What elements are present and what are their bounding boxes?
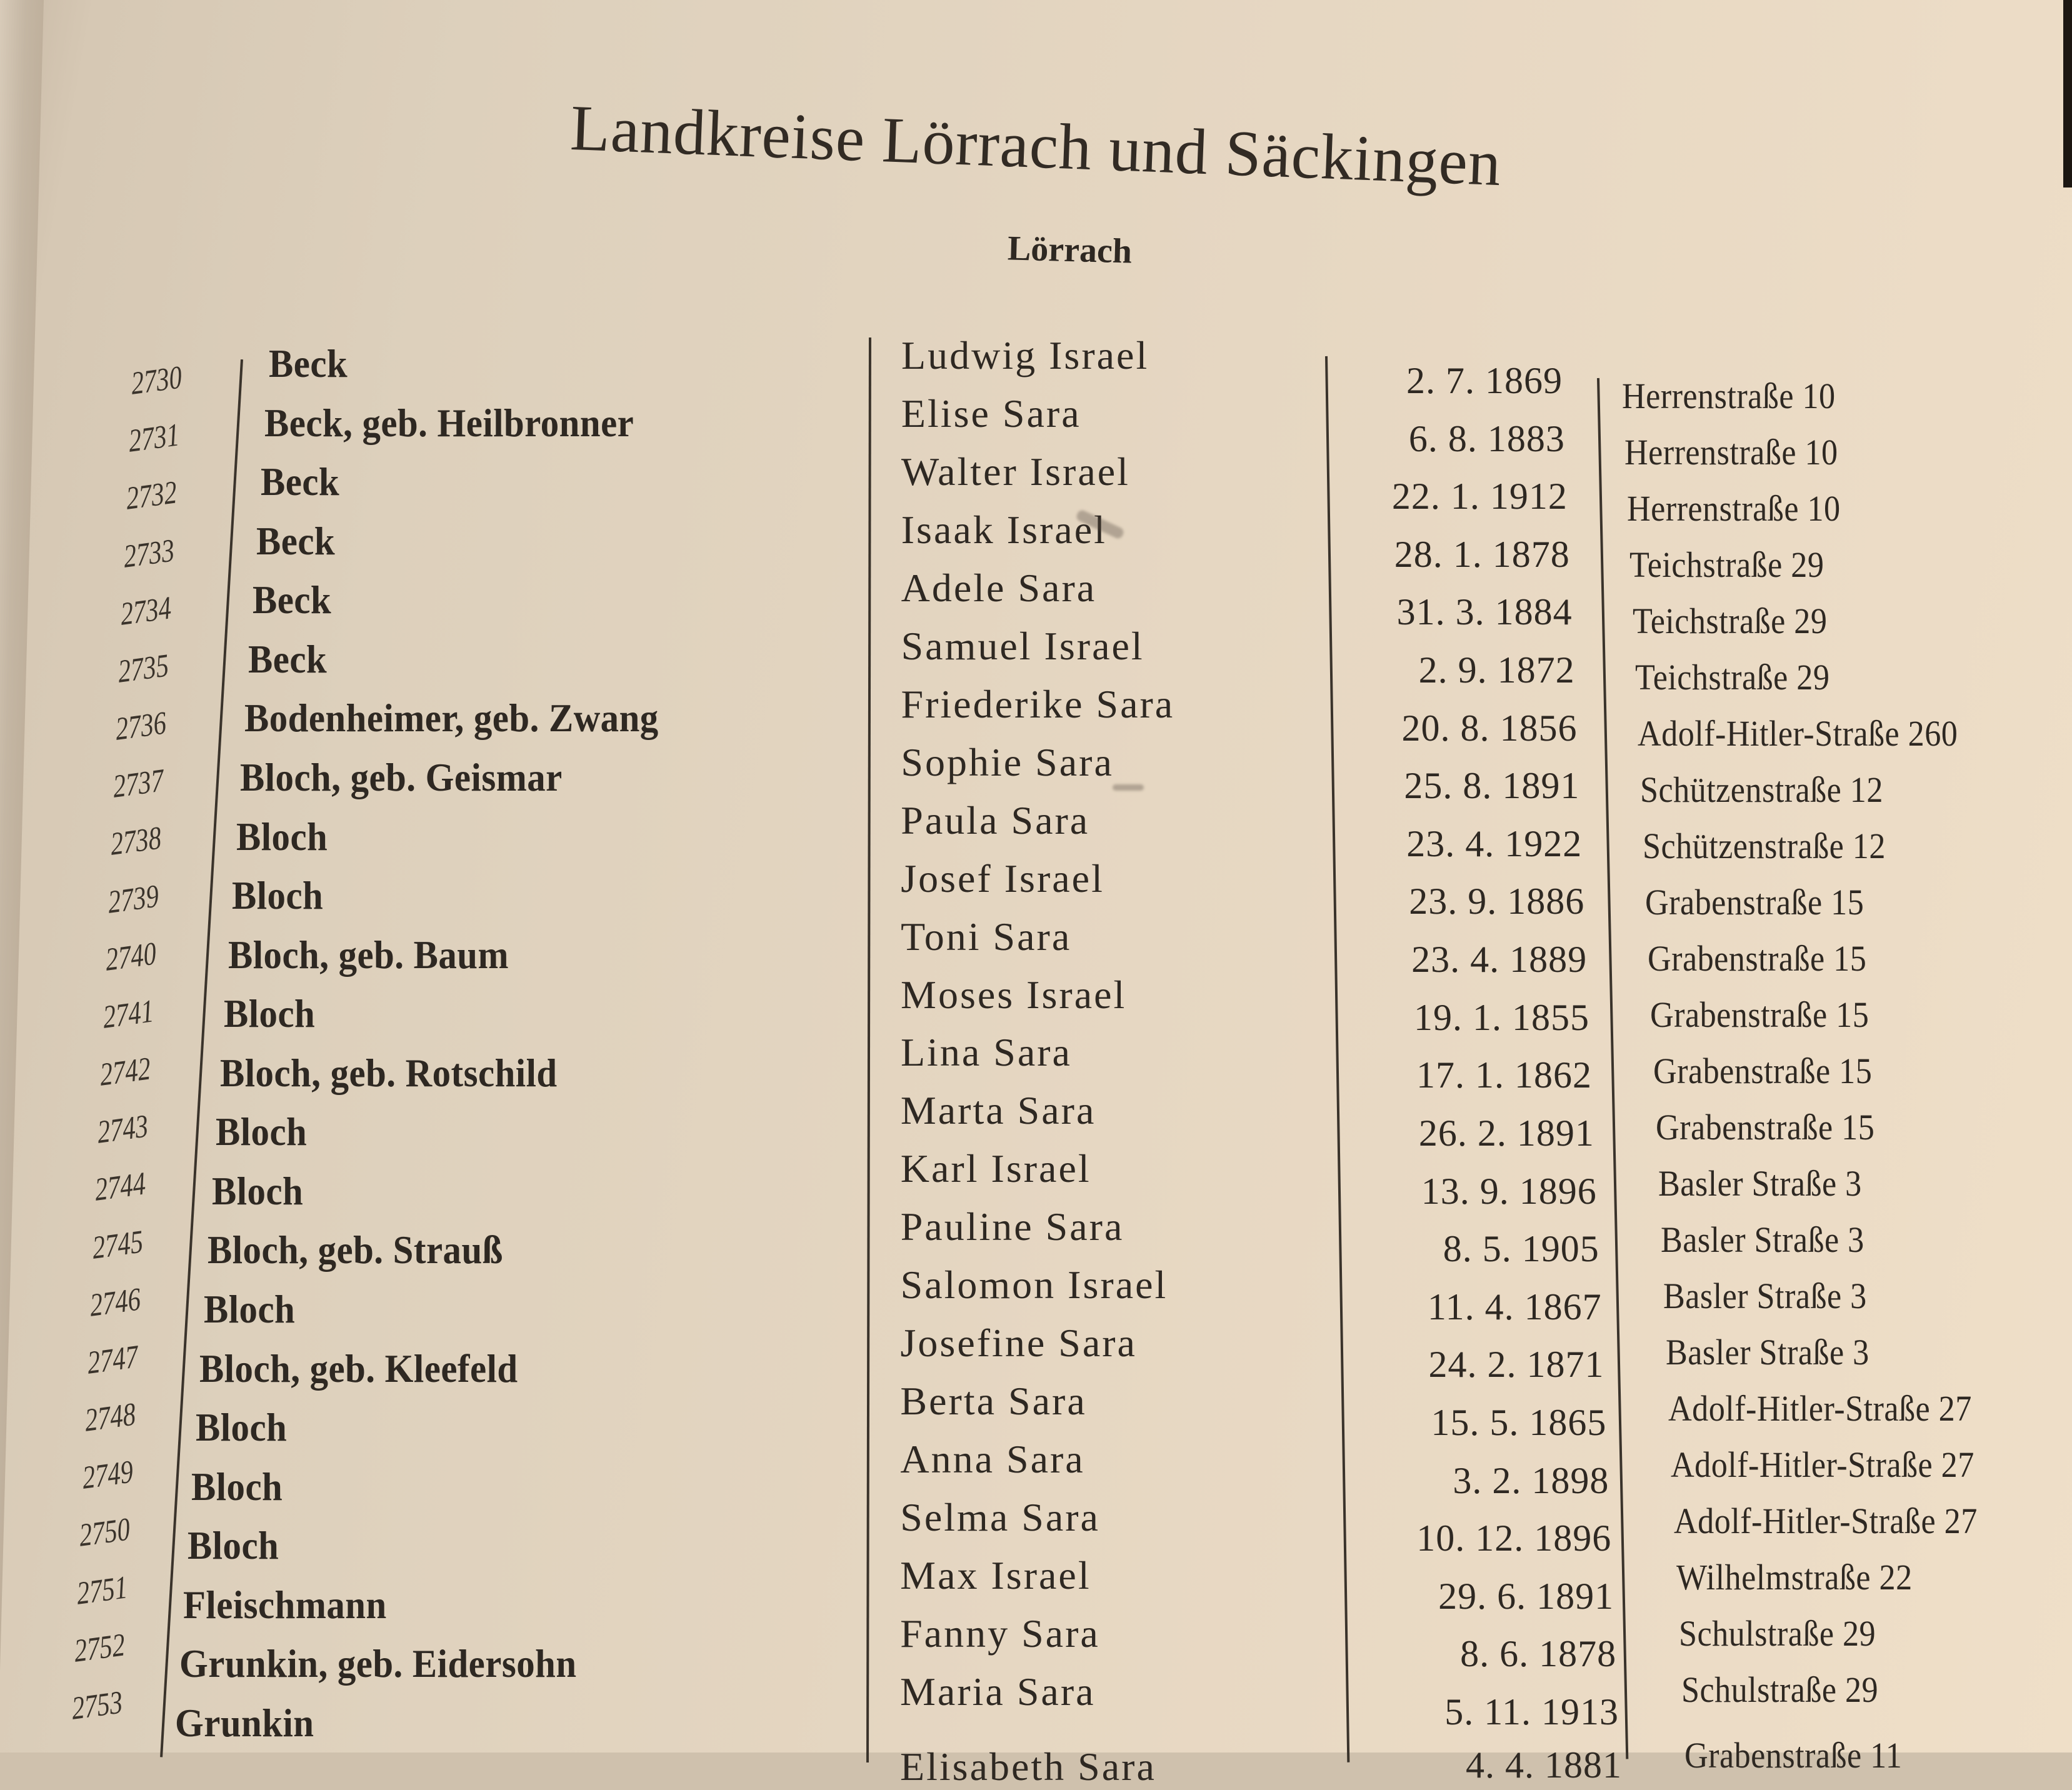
entry-given-names: Max Israel [900,1553,1091,1598]
entry-birth-date: 26. 2. 1891 [1418,1112,1594,1154]
entry-surname: Beck [256,518,336,563]
entry-given-names: Lina Sara [900,1030,1072,1075]
entry-number: 2735 [117,648,171,690]
entry-address: Grabenstraße 15 [1648,938,1867,979]
entry-surname: Beck [269,341,348,386]
entry-birth-date: 2. 9. 1872 [1418,649,1575,691]
entry-birth-date: 11. 4. 1867 [1427,1286,1602,1328]
entry-given-names: Samuel Israel [901,623,1144,668]
entry-given-names: Ludwig Israel [901,333,1149,378]
entry-surname: Bloch, geb. Baum [228,932,509,977]
entry-address: Basler Straße 3 [1663,1276,1867,1316]
entry-birth-date-partial: 4. 4. 1881 [1466,1744,1622,1786]
entry-address: Adolf-Hitler-Straße 27 [1668,1388,1973,1429]
entry-given-names: Sophie Sara [901,739,1114,784]
entry-number: 2732 [124,474,178,518]
entry-given-names: Friederike Sara [901,681,1175,726]
entry-given-names: Josefine Sara [900,1321,1137,1366]
entry-address: Adolf-Hitler-Straße 260 [1637,713,1958,754]
entry-birth-date: 19. 1. 1855 [1414,996,1590,1038]
entry-address: Herrenstraße 10 [1624,432,1838,472]
entry-number: 2733 [122,532,176,575]
entry-birth-date: 6. 8. 1883 [1408,418,1565,459]
entry-address: Adolf-Hitler-Straße 27 [1673,1501,1978,1541]
entry-given-names: Josef Israel [901,856,1104,901]
entry-surname: Bloch [211,1168,303,1213]
column-rule-surname [866,338,871,1762]
entry-birth-date: 2. 7. 1869 [1406,360,1563,401]
entry-address: Schützenstraße 12 [1643,826,1886,866]
entry-given-names: Anna Sara [900,1437,1085,1482]
entry-surname: Bloch [236,814,328,859]
entry-address: Schützenstraße 12 [1639,769,1883,810]
entry-birth-date: 10. 12. 1896 [1416,1518,1612,1559]
entry-given-names-partial: Elisabeth Sara [900,1744,1156,1789]
entry-number: 2731 [127,417,181,460]
entry-number: 2749 [81,1454,134,1497]
entry-birth-date: 15. 5. 1865 [1431,1401,1607,1443]
entry-given-names: Salomon Israel [900,1262,1168,1308]
entry-birth-date: 23. 4. 1889 [1411,939,1588,981]
entry-address: Grabenstraße 15 [1650,994,1869,1035]
entry-address: Grabenstraße 15 [1653,1051,1872,1091]
entry-surname: Bloch [232,873,324,918]
entry-address: Adolf-Hitler-Straße 27 [1671,1444,1975,1485]
page-title: Landkreise Lörrach und Säckingen [569,91,1503,200]
entry-given-names: Berta Sara [900,1379,1087,1424]
entry-surname: Bloch [224,991,316,1036]
entry-address: Wilhelmstraße 22 [1676,1557,1913,1598]
entry-number: 2737 [111,762,166,806]
entry-surname: Bloch [216,1109,308,1154]
entry-given-names: Karl Israel [900,1146,1091,1191]
entry-number: 2739 [106,878,160,921]
entry-given-names: Selma Sara [900,1495,1100,1540]
entry-number: 2742 [99,1051,153,1093]
entry-birth-date: 8. 6. 1878 [1460,1633,1617,1675]
entry-birth-date: 23. 4. 1922 [1406,822,1583,864]
entry-surname: Bloch, geb. Strauß [208,1228,504,1272]
entry-address: Grabenstraße 15 [1655,1107,1874,1148]
entry-surname: Bloch [187,1523,279,1568]
entry-address: Schulstraße 29 [1678,1613,1876,1654]
entry-address-partial: Grabenstraße 11 [1684,1735,1903,1776]
entry-birth-date: 20. 8. 1856 [1401,707,1578,749]
entry-surname: Bloch [203,1287,295,1332]
entry-number: 2743 [96,1108,150,1151]
entry-number: 2753 [70,1684,124,1727]
entry-number: 2740 [104,936,158,978]
entry-surname: Beck [248,636,328,681]
entry-number: 2736 [114,705,168,748]
entry-number: 2745 [91,1223,145,1266]
entry-given-names: Toni Sara [901,914,1072,959]
entry-birth-date: 31. 3. 1884 [1396,591,1573,633]
entry-number: 2751 [75,1569,129,1612]
entry-surname: Beck, geb. Heilbronner [264,400,634,445]
entry-number: 2750 [78,1511,132,1554]
entry-surname: Bloch [191,1464,283,1509]
entry-given-names: Elise Sara [901,391,1081,436]
entry-surname: Bodenheimer, geb. Zwang [244,696,659,741]
entry-number: 2744 [93,1166,148,1209]
entry-given-names: Walter Israel [901,449,1130,494]
entry-surname: Bloch, geb. Rotschild [219,1050,558,1095]
entry-surname: Fleischmann [183,1582,387,1627]
entry-address: Teichstraße 29 [1629,544,1824,585]
entry-birth-date: 28. 1. 1878 [1394,533,1570,575]
entry-given-names: Paula Sara [901,798,1090,842]
entry-given-names: Adele Sara [901,565,1097,610]
entry-given-names: Moses Israel [901,972,1127,1017]
entry-address: Herrenstraße 10 [1622,376,1836,416]
entry-surname: Grunkin, geb. Eidersohn [179,1641,577,1686]
entry-birth-date: 13. 9. 1896 [1421,1170,1597,1212]
entry-number: 2747 [86,1339,139,1381]
entry-number: 2741 [101,993,155,1036]
entry-surname: Bloch, geb. Geismar [240,754,563,799]
entry-birth-date: 8. 5. 1905 [1443,1228,1599,1270]
entry-address: Basler Straße 3 [1660,1219,1864,1260]
entry-given-names: Maria Sara [900,1669,1096,1714]
entry-surname: Grunkin [175,1701,314,1745]
entry-birth-date: 3. 2. 1898 [1453,1459,1609,1501]
entry-surname: Beck [260,459,340,504]
column-rule-given [1325,356,1349,1762]
entry-birth-date: 23. 9. 1886 [1409,881,1585,922]
entry-birth-date: 22. 1. 1912 [1391,476,1568,518]
entry-birth-date: 29. 6. 1891 [1438,1575,1614,1617]
entry-address: Teichstraße 29 [1632,601,1827,641]
entry-address: Basler Straße 3 [1666,1332,1869,1372]
entry-number: 2748 [83,1396,137,1439]
entry-surname: Bloch, geb. Kleefeld [199,1346,518,1391]
pencil-smudge [1113,784,1144,791]
entry-address: Basler Straße 3 [1658,1163,1862,1204]
entry-address: Herrenstraße 10 [1627,488,1841,529]
entry-birth-date: 25. 8. 1891 [1404,765,1580,807]
entry-number: 2734 [119,589,173,632]
entry-given-names: Pauline Sara [900,1204,1124,1249]
entry-number: 2738 [109,820,163,863]
entry-birth-date: 24. 2. 1871 [1428,1344,1604,1386]
entry-address: Teichstraße 29 [1634,657,1830,698]
entry-number: 2752 [73,1627,127,1669]
entry-given-names: Marta Sara [900,1088,1096,1133]
entry-given-names: Fanny Sara [900,1611,1100,1656]
section-heading: Lörrach [1007,229,1133,271]
entry-given-names: Isaak Israel [901,507,1107,552]
entry-address: Schulstraße 29 [1681,1669,1879,1710]
entry-birth-date: 17. 1. 1862 [1416,1054,1592,1096]
entry-number: 2746 [88,1281,142,1324]
entry-surname: Beck [252,578,332,622]
entry-surname: Bloch [195,1405,287,1450]
entry-birth-date: 5. 11. 1913 [1444,1691,1619,1732]
entry-address: Grabenstraße 15 [1645,882,1864,922]
entry-number: 2730 [129,359,183,402]
